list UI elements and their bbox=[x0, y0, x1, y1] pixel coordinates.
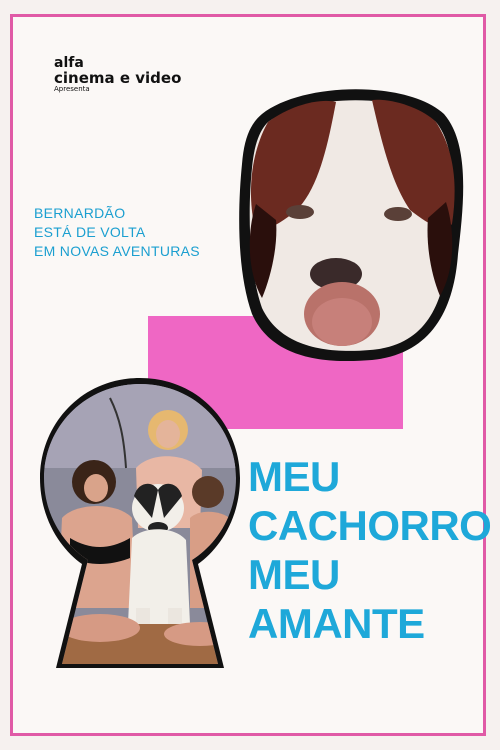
tagline-line-1: BERNARDÃO bbox=[34, 205, 126, 221]
studio-name: alfa bbox=[54, 55, 84, 71]
tagline-line-3: EM NOVAS AVENTURAS bbox=[34, 243, 200, 259]
dog-face-photo bbox=[232, 84, 466, 366]
tagline bbox=[34, 204, 200, 261]
studio-subtitle: cinema e video bbox=[54, 68, 182, 87]
title-line-1: MEU bbox=[248, 453, 340, 500]
studio-logo bbox=[54, 56, 181, 94]
keyhole-photo bbox=[40, 378, 240, 668]
presents-label: Apresenta bbox=[54, 85, 90, 94]
movie-title bbox=[248, 452, 491, 648]
title-line-4: AMANTE bbox=[248, 600, 425, 647]
tagline-line-2: ESTÁ DE VOLTA bbox=[34, 224, 146, 240]
title-line-3: MEU bbox=[248, 551, 340, 598]
title-line-2: CACHORRO bbox=[248, 502, 492, 549]
